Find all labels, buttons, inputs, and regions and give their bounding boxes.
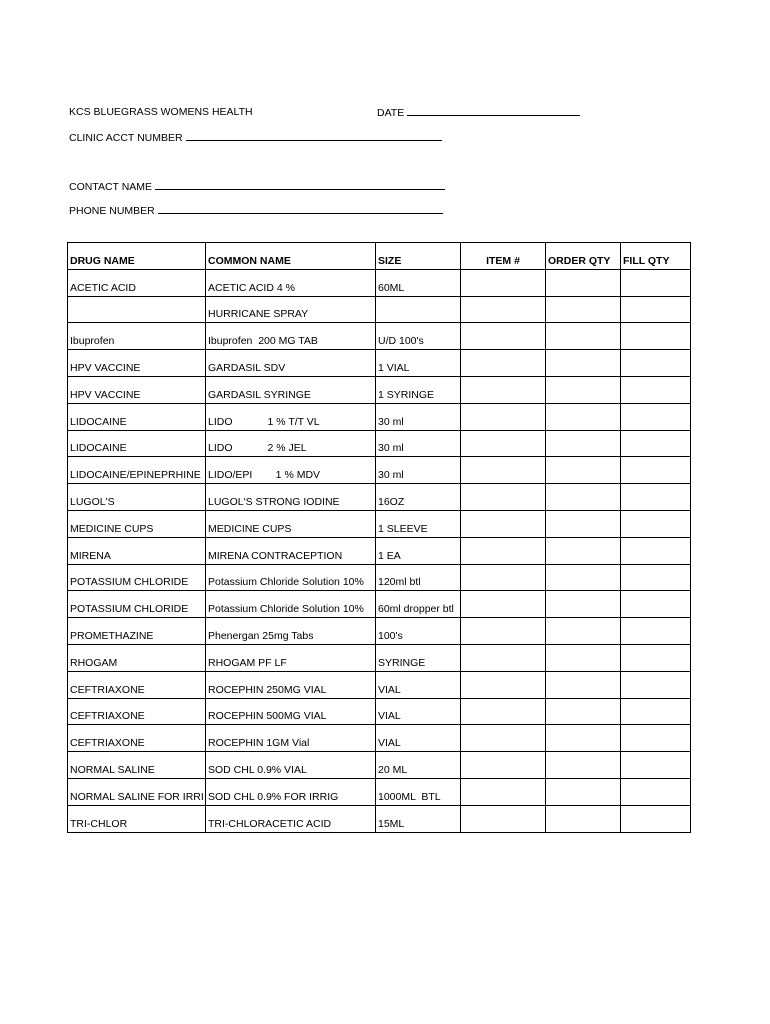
item-number-cell[interactable] (461, 269, 546, 296)
order-qty-cell[interactable] (546, 457, 621, 484)
fill-qty-cell[interactable] (621, 403, 691, 430)
table-body (68, 269, 691, 832)
drug-order-table (67, 242, 691, 833)
common-name-cell: GARDASIL SDV (206, 350, 376, 377)
common-name-cell: LIDO 2 % JEL (206, 430, 376, 457)
table-row (68, 698, 691, 725)
table-row (68, 537, 691, 564)
drug-name-cell: CEFTRIAXONE (68, 725, 206, 752)
common-name-cell: ROCEPHIN 1GM Vial (206, 725, 376, 752)
fill-qty-cell[interactable] (621, 564, 691, 591)
order-qty-cell[interactable] (546, 350, 621, 377)
order-qty-cell[interactable] (546, 778, 621, 805)
size-cell: 15ML (376, 805, 461, 832)
order-qty-cell[interactable] (546, 323, 621, 350)
phone-number-blank[interactable] (158, 204, 443, 214)
order-qty-cell[interactable] (546, 537, 621, 564)
common-name-cell: ROCEPHIN 250MG VIAL (206, 671, 376, 698)
size-cell: 16OZ (376, 484, 461, 511)
drug-name-cell: LIDOCAINE (68, 430, 206, 457)
drug-name-cell: POTASSIUM CHLORIDE (68, 591, 206, 618)
item-number-cell[interactable] (461, 725, 546, 752)
size-cell: 1 VIAL (376, 350, 461, 377)
item-number-cell[interactable] (461, 805, 546, 832)
clinic-acct-label: CLINIC ACCT NUMBER (69, 132, 183, 144)
drug-name-cell (68, 296, 206, 323)
order-qty-cell[interactable] (546, 698, 621, 725)
item-number-cell[interactable] (461, 671, 546, 698)
size-cell: 1 SYRINGE (376, 376, 461, 403)
table-header-row (68, 243, 691, 270)
table-row (68, 778, 691, 805)
common-name-cell: MIRENA CONTRACEPTION (206, 537, 376, 564)
fill-qty-cell[interactable] (621, 778, 691, 805)
drug-name-cell: CEFTRIAXONE (68, 698, 206, 725)
common-name-cell: ROCEPHIN 500MG VIAL (206, 698, 376, 725)
order-qty-cell[interactable] (546, 403, 621, 430)
fill-qty-cell[interactable] (621, 537, 691, 564)
clinic-acct-blank[interactable] (186, 131, 442, 141)
item-number-cell[interactable] (461, 698, 546, 725)
fill-qty-cell[interactable] (621, 752, 691, 779)
table-row (68, 618, 691, 645)
common-name-cell: SOD CHL 0.9% FOR IRRIG (206, 778, 376, 805)
table-row (68, 376, 691, 403)
contact-name-blank[interactable] (155, 180, 445, 190)
size-cell: 60ML (376, 269, 461, 296)
size-cell: 1 EA (376, 537, 461, 564)
size-cell: SYRINGE (376, 644, 461, 671)
drug-name-cell: MEDICINE CUPS (68, 510, 206, 537)
table-row (68, 269, 691, 296)
size-cell: 1000ML BTL (376, 778, 461, 805)
common-name-cell: GARDASIL SYRINGE (206, 376, 376, 403)
item-number-cell[interactable] (461, 350, 546, 377)
fill-qty-cell[interactable] (621, 644, 691, 671)
item-number-cell[interactable] (461, 484, 546, 511)
order-qty-cell[interactable] (546, 296, 621, 323)
item-number-cell[interactable] (461, 376, 546, 403)
drug-name-cell: HPV VACCINE (68, 376, 206, 403)
item-number-cell[interactable] (461, 430, 546, 457)
table-row (68, 430, 691, 457)
table-row (68, 805, 691, 832)
item-number-cell[interactable] (461, 510, 546, 537)
size-cell: 60ml dropper btl (376, 591, 461, 618)
col-fill-qty: FILL QTY (621, 243, 691, 270)
size-cell: 120ml btl (376, 564, 461, 591)
drug-name-cell: PROMETHAZINE (68, 618, 206, 645)
drug-name-cell: RHOGAM (68, 644, 206, 671)
fill-qty-cell[interactable] (621, 510, 691, 537)
table-row (68, 350, 691, 377)
contact-name-label: CONTACT NAME (69, 181, 153, 193)
drug-name-cell: LUGOL'S (68, 484, 206, 511)
table-row (68, 510, 691, 537)
clinic-name: KCS BLUEGRASS WOMENS HEALTH (69, 106, 253, 118)
common-name-cell: TRI-CHLORACETIC ACID (206, 805, 376, 832)
fill-qty-cell[interactable] (621, 805, 691, 832)
drug-name-cell: NORMAL SALINE (68, 752, 206, 779)
item-number-cell[interactable] (461, 752, 546, 779)
size-cell: VIAL (376, 698, 461, 725)
common-name-cell: ACETIC ACID 4 % (206, 269, 376, 296)
phone-number-label: PHONE NUMBER (69, 205, 155, 217)
size-cell: 30 ml (376, 457, 461, 484)
table-row (68, 457, 691, 484)
drug-name-cell: CEFTRIAXONE (68, 671, 206, 698)
drug-name-cell: LIDOCAINE/EPINEPRHINE (68, 457, 206, 484)
item-number-cell[interactable] (461, 323, 546, 350)
fill-qty-cell[interactable] (621, 725, 691, 752)
table-row (68, 752, 691, 779)
size-cell: VIAL (376, 725, 461, 752)
phone-number-field[interactable] (69, 204, 443, 217)
order-qty-cell[interactable] (546, 805, 621, 832)
table-row (68, 725, 691, 752)
fill-qty-cell[interactable] (621, 296, 691, 323)
fill-qty-cell[interactable] (621, 430, 691, 457)
table-row (68, 484, 691, 511)
item-number-cell[interactable] (461, 591, 546, 618)
col-common-name: COMMON NAME (206, 243, 376, 270)
fill-qty-cell[interactable] (621, 457, 691, 484)
size-cell: 100's (376, 618, 461, 645)
fill-qty-cell[interactable] (621, 671, 691, 698)
drug-name-cell: HPV VACCINE (68, 350, 206, 377)
common-name-cell: RHOGAM PF LF (206, 644, 376, 671)
table-row (68, 403, 691, 430)
fill-qty-cell[interactable] (621, 618, 691, 645)
size-cell: U/D 100's (376, 323, 461, 350)
fill-qty-cell[interactable] (621, 376, 691, 403)
fill-qty-cell[interactable] (621, 484, 691, 511)
size-cell: 30 ml (376, 430, 461, 457)
order-qty-cell[interactable] (546, 671, 621, 698)
drug-name-cell: TRI-CHLOR (68, 805, 206, 832)
order-qty-cell[interactable] (546, 376, 621, 403)
col-drug-name: DRUG NAME (68, 243, 206, 270)
order-qty-cell[interactable] (546, 591, 621, 618)
contact-name-field[interactable] (69, 180, 445, 193)
fill-qty-cell[interactable] (621, 350, 691, 377)
common-name-cell: HURRICANE SPRAY (206, 296, 376, 323)
table-row (68, 591, 691, 618)
order-qty-cell[interactable] (546, 725, 621, 752)
item-number-cell[interactable] (461, 778, 546, 805)
order-qty-cell[interactable] (546, 564, 621, 591)
table-row (68, 296, 691, 323)
item-number-cell[interactable] (461, 296, 546, 323)
common-name-cell: LIDO 1 % T/T VL (206, 403, 376, 430)
col-order-qty: ORDER QTY (546, 243, 621, 270)
fill-qty-cell[interactable] (621, 591, 691, 618)
order-qty-cell[interactable] (546, 752, 621, 779)
size-cell: 30 ml (376, 403, 461, 430)
drug-name-cell: MIRENA (68, 537, 206, 564)
table-row (68, 671, 691, 698)
size-cell (376, 296, 461, 323)
common-name-cell: MEDICINE CUPS (206, 510, 376, 537)
order-qty-cell[interactable] (546, 510, 621, 537)
order-qty-cell[interactable] (546, 618, 621, 645)
common-name-cell: Potassium Chloride Solution 10% (206, 564, 376, 591)
fill-qty-cell[interactable] (621, 323, 691, 350)
order-qty-cell[interactable] (546, 430, 621, 457)
table-row (68, 644, 691, 671)
table-row (68, 564, 691, 591)
col-size: SIZE (376, 243, 461, 270)
order-qty-cell[interactable] (546, 484, 621, 511)
date-blank[interactable] (407, 106, 580, 116)
fill-qty-cell[interactable] (621, 698, 691, 725)
item-number-cell[interactable] (461, 564, 546, 591)
item-number-cell[interactable] (461, 537, 546, 564)
common-name-cell: Ibuprofen 200 MG TAB (206, 323, 376, 350)
common-name-cell: LUGOL'S STRONG IODINE (206, 484, 376, 511)
common-name-cell: Potassium Chloride Solution 10% (206, 591, 376, 618)
drug-name-cell: LIDOCAINE (68, 403, 206, 430)
drug-name-cell: POTASSIUM CHLORIDE (68, 564, 206, 591)
common-name-cell: SOD CHL 0.9% VIAL (206, 752, 376, 779)
date-field[interactable] (377, 106, 580, 119)
fill-qty-cell[interactable] (621, 269, 691, 296)
common-name-cell: LIDO/EPI 1 % MDV (206, 457, 376, 484)
item-number-cell[interactable] (461, 457, 546, 484)
date-label: DATE (377, 107, 405, 119)
item-number-cell[interactable] (461, 644, 546, 671)
common-name-cell: Phenergan 25mg Tabs (206, 618, 376, 645)
order-qty-cell[interactable] (546, 644, 621, 671)
size-cell: 1 SLEEVE (376, 510, 461, 537)
col-item-number: ITEM # (461, 243, 546, 270)
table-row (68, 323, 691, 350)
item-number-cell[interactable] (461, 403, 546, 430)
order-qty-cell[interactable] (546, 269, 621, 296)
clinic-acct-field[interactable] (69, 131, 442, 144)
item-number-cell[interactable] (461, 618, 546, 645)
size-cell: VIAL (376, 671, 461, 698)
drug-name-cell: Ibuprofen (68, 323, 206, 350)
drug-name-cell: NORMAL SALINE FOR IRRI (68, 778, 206, 805)
size-cell: 20 ML (376, 752, 461, 779)
drug-name-cell: ACETIC ACID (68, 269, 206, 296)
